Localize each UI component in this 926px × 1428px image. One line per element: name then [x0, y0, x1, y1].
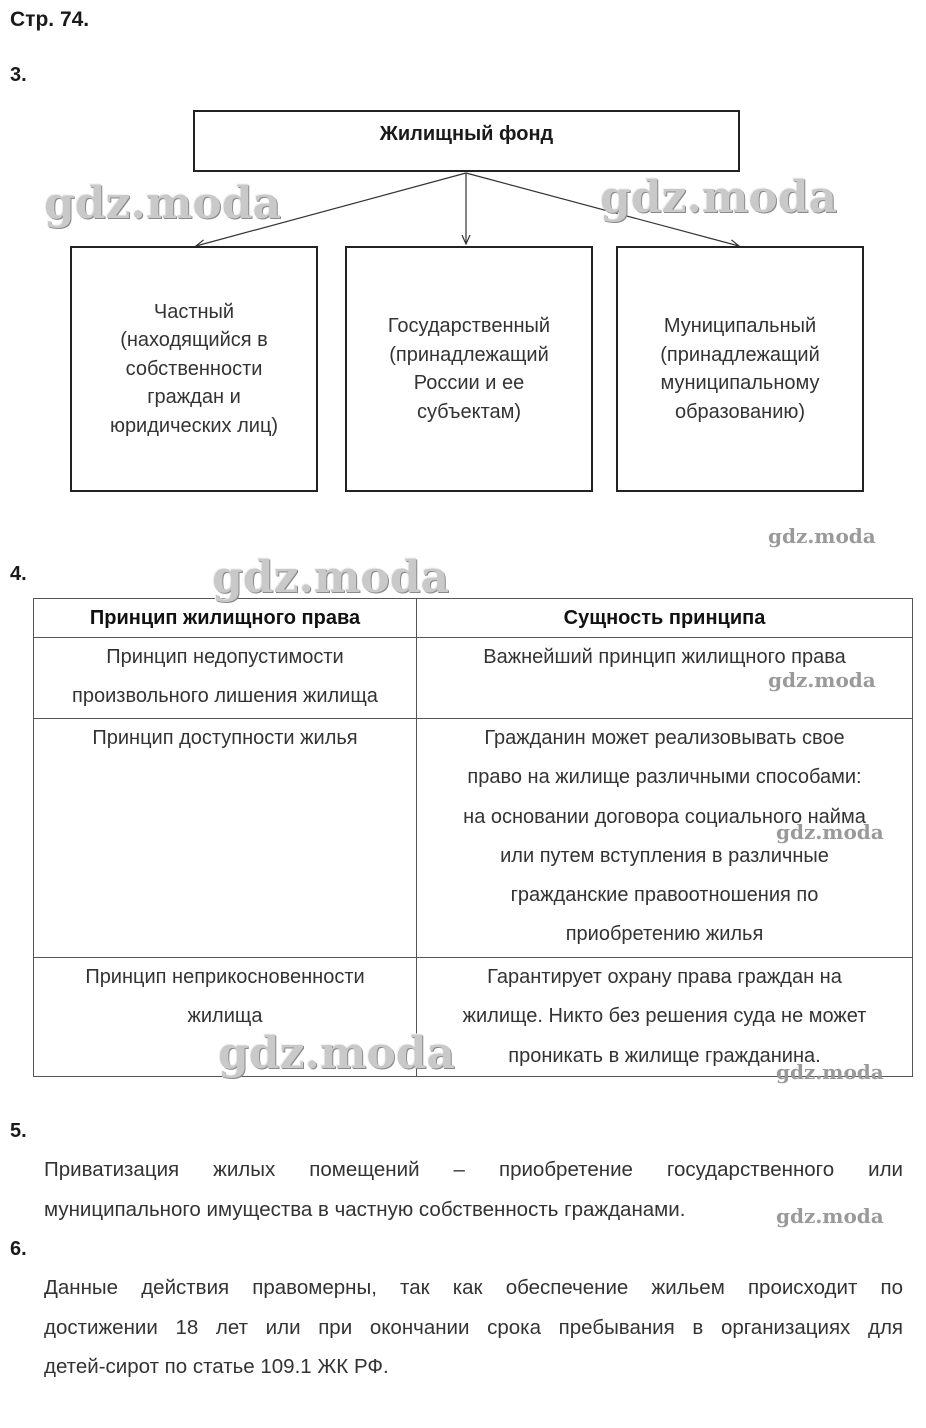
cell-line: Важнейший принцип жилищного права: [483, 646, 846, 668]
question-3-number: 3.: [10, 64, 27, 86]
box-line: субъектам): [416, 400, 522, 423]
box-line: (принадлежащий: [389, 343, 549, 366]
question-4-number: 4.: [10, 563, 27, 585]
cell-line: произвольного лишения жилища: [72, 685, 378, 708]
watermark: gdz.moda: [776, 1060, 884, 1084]
header-essence: Сущность принципа: [417, 599, 913, 638]
watermark: gdz.moda: [768, 668, 876, 692]
cell-line: жилище. Никто без решения суда не может: [462, 1005, 867, 1028]
watermark: gdz.moda: [776, 1204, 884, 1228]
cell-line: на основании договора социального найма: [463, 805, 866, 828]
housing-fund-root-box: [193, 110, 740, 172]
watermark: gdz.moda: [44, 178, 282, 229]
essence-cell: [417, 719, 913, 958]
principles-table: [33, 598, 913, 1077]
question-5-number: 5.: [10, 1120, 27, 1142]
cell-line: проникать в жилище гражданина.: [508, 1044, 821, 1067]
cell-line: Гражданин может реализовывать свое: [484, 727, 845, 749]
watermark: gdz.moda: [218, 1028, 456, 1079]
box-line: России и ее: [413, 372, 525, 394]
cell-line: приобретению жилья: [565, 923, 764, 946]
cell-line: жилища: [187, 1005, 263, 1028]
table-header-row: [34, 599, 913, 638]
arrow-to-private: [196, 173, 466, 246]
cell-line: Принцип доступности жилья: [92, 727, 358, 749]
answer-5-text: [44, 1150, 903, 1229]
root-label: Жилищный фонд: [379, 122, 554, 145]
cell-line: Принцип неприкосновенности: [85, 966, 365, 988]
cell-line: право на жилище различными способами:: [467, 766, 862, 789]
table-row: [34, 958, 913, 1077]
box-line: муниципальному: [660, 372, 820, 394]
box-line: граждан и: [147, 386, 241, 409]
question-6-number: 6.: [10, 1238, 27, 1260]
essence-cell: [417, 958, 913, 1077]
text-line: муниципального имущества в частную собственность гражданами.: [44, 1197, 686, 1221]
principle-cell: [34, 719, 417, 958]
answer-6-text: [44, 1268, 903, 1387]
state-fund-box: [345, 246, 593, 492]
page-title: Стр. 74.: [10, 8, 90, 31]
cell-line: Гарантирует охрану права граждан на: [487, 966, 842, 988]
box-line: юридических лиц): [109, 414, 279, 437]
text-line: достижении 18 лет или при окончании срока пребывания в организациях для: [44, 1315, 903, 1339]
cell-line: Принцип недопустимости: [106, 646, 344, 668]
box-line: (находящийся в: [120, 329, 268, 352]
box-line: (принадлежащий: [660, 343, 820, 366]
watermark: gdz.moda: [600, 172, 838, 223]
cell-line: или путем вступления в различные: [500, 844, 829, 867]
box-line: образованию): [674, 400, 806, 423]
text-line: Данные действия правомерны, так как обеспечение жильем происходит по: [44, 1276, 903, 1299]
box-line: собственности: [125, 357, 263, 380]
private-fund-box: [70, 246, 318, 492]
table-row: [34, 638, 913, 719]
box-line: Муниципальный: [663, 315, 817, 337]
watermark: gdz.moda: [768, 524, 876, 548]
text-line: детей-сирот по статье 109.1 ЖК РФ.: [44, 1355, 389, 1378]
arrow-to-municipal: [466, 173, 739, 246]
watermark: gdz.moda: [212, 552, 450, 603]
essence-cell: [417, 638, 913, 719]
box-line: Частный: [153, 300, 235, 323]
box-line: Государственный: [387, 315, 551, 337]
watermark: gdz.moda: [776, 820, 884, 844]
header-principle: Принцип жилищного права: [34, 599, 417, 638]
text-line: Приватизация жилых помещений – приобретение государственного или: [44, 1158, 903, 1181]
cell-line: гражданские правоотношения по: [510, 884, 819, 907]
principle-cell: [34, 638, 417, 719]
table-row: [34, 719, 913, 958]
principle-cell: [34, 958, 417, 1077]
municipal-fund-box: [616, 246, 864, 492]
